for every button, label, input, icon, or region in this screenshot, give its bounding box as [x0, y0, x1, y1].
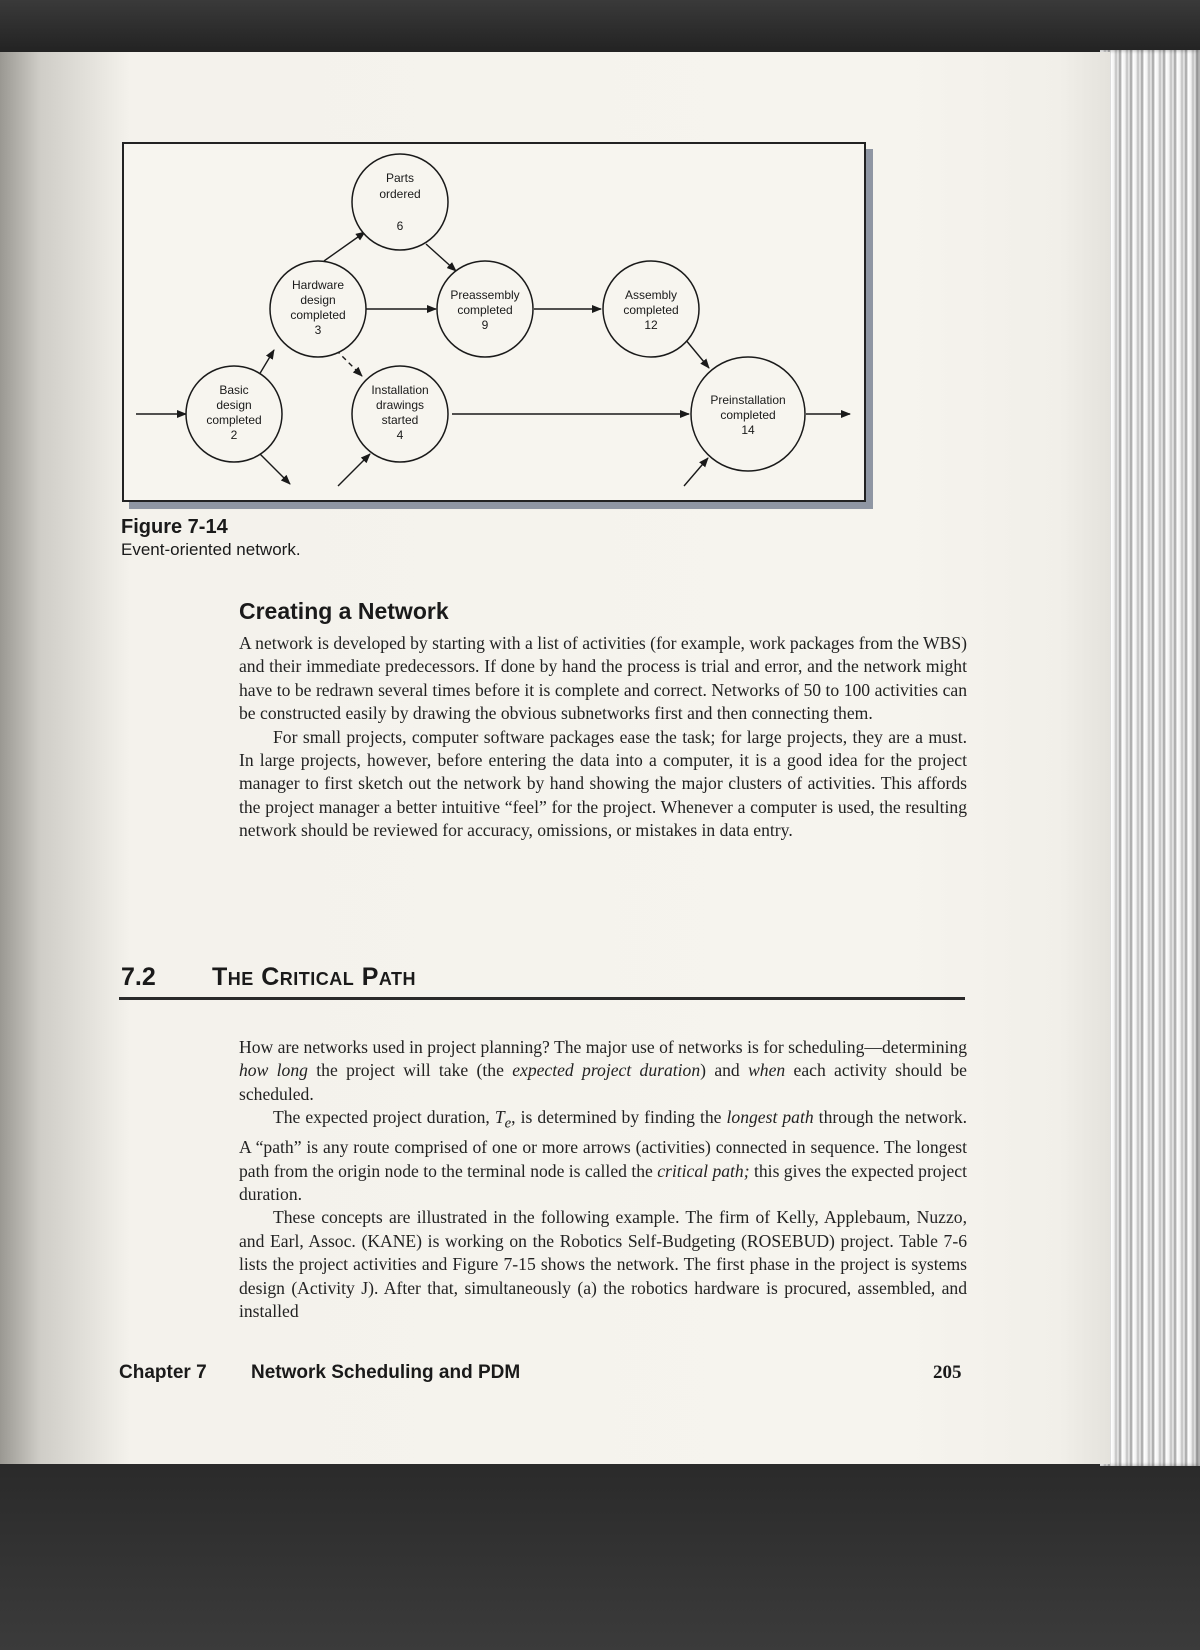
label-hardware-1: Hardware	[291, 278, 345, 292]
section-title: The Critical Path	[212, 963, 417, 991]
label-installation-3: started	[381, 413, 419, 427]
label-basic-1: Basic	[219, 383, 249, 397]
label-basic-2: design	[216, 398, 252, 412]
section2-paragraph-1	[239, 1036, 967, 1106]
section1-body	[239, 632, 967, 843]
section2-body	[239, 1036, 967, 1323]
footer-chapter-title: Network Scheduling and PDM	[251, 1362, 521, 1383]
arrow-12-to-14	[685, 339, 709, 368]
label-installation-2: drawings	[375, 398, 425, 412]
label-assembly-num: 12	[644, 318, 658, 332]
text-run: the project will take (the	[307, 1060, 513, 1081]
footer-chapter-label: Chapter 7	[119, 1362, 207, 1383]
variable-T: T	[494, 1107, 505, 1128]
arrow-in-to-14	[684, 458, 708, 486]
emphasis-text: expected project duration	[512, 1060, 701, 1081]
section-rule	[119, 997, 965, 1000]
label-preinstallation-1: Preinstallation	[710, 393, 786, 407]
label-hardware-2: design	[300, 293, 336, 307]
label-parts-ordered-num: 6	[396, 219, 404, 233]
subsection-heading: Creating a Network	[239, 598, 449, 624]
text-run: ) and	[700, 1060, 749, 1081]
label-installation-num: 4	[396, 428, 404, 442]
label-parts-ordered-2: ordered	[379, 187, 421, 201]
arrow-3-to-4-dashed	[336, 350, 362, 376]
label-installation-1: Installation	[371, 383, 429, 397]
label-preassembly-2: completed	[457, 303, 513, 317]
emphasis-text: how long	[239, 1060, 308, 1081]
event-network-figure	[122, 142, 866, 502]
emphasis-text: when	[748, 1060, 786, 1081]
section2-paragraph-3: These concepts are illustrated in the following example. The firm of Kelly, Applebaum, Nuzzo, and Earl, Assoc. (KANE) is working on the Robotics Self-Budgeting (ROSEBUD) project. Table 7-6 lists the project activities and Figure 7-15 shows the network. The first phase in the project is systems design (Activity J). After that, simultaneously (a) the robotics hardware is procured, assembled, and installed	[239, 1207, 967, 1321]
page-number: 205	[933, 1362, 962, 1383]
section1-paragraph-1: A network is developed by starting with a list of activities (for example, work packages from the WBS) and their immediate predecessors. If done by hand the process is trial and error, and the network might have to be redrawn several times before it is complete and correct. Networks of 50 to 100 activities can be constructed easily by drawing the obvious subnetworks first and then connecting them.	[239, 633, 967, 724]
arrow-out-from-2	[256, 450, 290, 484]
section-number: 7.2	[121, 963, 156, 991]
book-page-edges	[1100, 50, 1200, 1466]
network-diagram	[124, 144, 864, 500]
arrow-3-to-6	[324, 232, 365, 261]
emphasis-text: longest path	[726, 1107, 814, 1128]
label-basic-num: 2	[230, 428, 238, 442]
arrow-in-to-4	[338, 454, 370, 486]
label-assembly-1: Assembly	[624, 288, 678, 302]
label-preinstallation-num: 14	[741, 423, 755, 437]
text-run: each activity should be scheduled.	[239, 1060, 967, 1104]
figure-caption-text: Event-oriented network.	[121, 540, 301, 559]
section1-paragraph-2: For small projects, computer software packages ease the task; for large projects, they are a must. In large projects, however, before entering the data into a computer, it is a good idea for the project manager to first sketch out the network by hand showing the major clusters of activities. This affords the project manager a better intuitive “feel” for the project. Whenever a computer is used, the resulting network should be reviewed for accuracy, omissions, or mistakes in data entry.	[239, 726, 967, 841]
variable-subscript: e	[504, 1115, 512, 1132]
section2-paragraph-2	[239, 1106, 967, 1206]
scan-background-top	[0, 0, 1200, 60]
label-preinstallation-2: completed	[720, 408, 776, 422]
text-run: The expected project duration,	[273, 1107, 495, 1128]
emphasis-text: critical path;	[657, 1160, 750, 1181]
arrow-6-to-9	[426, 244, 456, 271]
text-run: this gives the expected project duration.	[239, 1160, 967, 1204]
text-run: through the network. A “path” is any route comprised of one or more arrows (activities) connected in sequence. The longest path from the origin node to the terminal node is called the	[239, 1107, 968, 1181]
label-preassembly-num: 9	[481, 318, 489, 332]
node-parts-ordered	[352, 154, 448, 250]
label-basic-3: completed	[206, 413, 262, 427]
text-run: , is determined by finding the	[511, 1107, 727, 1128]
label-assembly-2: completed	[623, 303, 679, 317]
text-run: How are networks used in project planning? The major use of networks is for scheduling—determining	[239, 1037, 967, 1057]
label-parts-ordered-1: Parts	[385, 171, 415, 185]
figure-caption-title: Figure 7-14	[121, 516, 228, 538]
label-hardware-3: completed	[290, 308, 346, 322]
label-hardware-num: 3	[314, 323, 322, 337]
scan-background-bottom	[0, 1462, 1200, 1650]
label-preassembly-1: Preassembly	[450, 288, 520, 302]
